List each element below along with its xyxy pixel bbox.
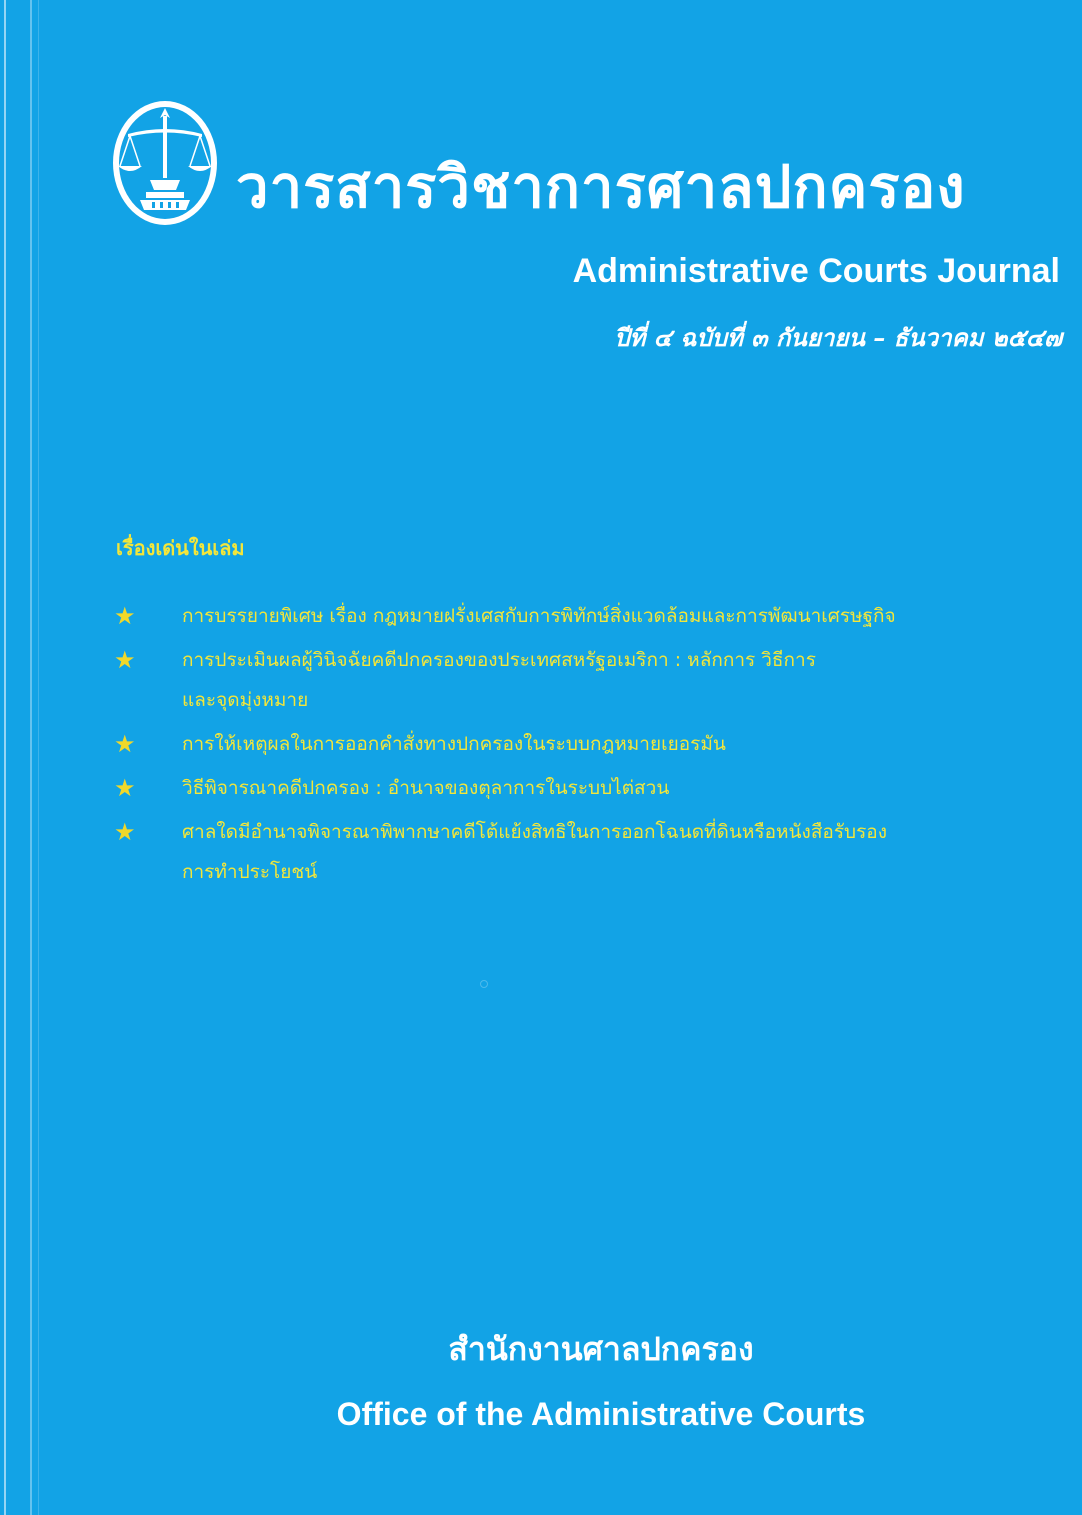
highlights-list [114,596,1054,896]
highlight-text: การประเมินผลผู้วินิจฉัยคดีปกครองของประเทศสหรัฐอเมริกา : หลักการ วิธีการ และจุดมุ่งหมาย [182,649,816,711]
highlight-item [114,768,1054,808]
spine-fold-line [30,0,32,1515]
highlight-text: วิธีพิจารณาคดีปกครอง : อำนาจของตุลาการในระบบไต่สวน [182,777,670,799]
highlight-text: ศาลใดมีอำนาจพิจารณาพิพากษาคดีโต้แย้งสิทธิในการออกโฉนดที่ดินหรือหนังสือรับรอง การทำประโยชน์ [182,821,887,883]
star-icon: ★ [114,602,136,630]
highlight-text: การบรรยายพิเศษ เรื่อง กฎหมายฝรั่งเศสกับการพิทักษ์สิ่งแวดล้อมและการพัฒนาเศรษฐกิจ [182,605,896,627]
scales-of-justice-emblem-icon [110,98,220,228]
journal-title-thai: วารสารวิชาการศาลปกครอง [236,153,966,221]
journal-title-english: Administrative Courts Journal [572,252,1060,290]
star-icon: ★ [114,730,136,758]
issue-info: ปีที่ ๔ ฉบับที่ ๓ กันยายน – ธันวาคม ๒๕๔๗ [614,323,1062,352]
highlight-item [114,812,1054,892]
highlight-item [114,724,1054,764]
spine-edge-line [4,0,6,1515]
highlights-heading: เรื่องเด่นในเล่ม [116,536,245,560]
highlight-item [114,640,1054,720]
highlight-item [114,596,1054,636]
highlight-text: การให้เหตุผลในการออกคำสั่งทางปกครองในระบบกฎหมายเยอรมัน [182,733,726,755]
publisher-name-english: Office of the Administrative Courts [336,1396,866,1432]
star-icon: ★ [114,646,136,674]
print-speck [480,980,488,988]
spine-crease-line [38,0,39,1515]
publisher-name-thai: สำนักงานศาลปกครอง [448,1330,754,1368]
star-icon: ★ [114,774,136,802]
star-icon: ★ [114,818,136,846]
